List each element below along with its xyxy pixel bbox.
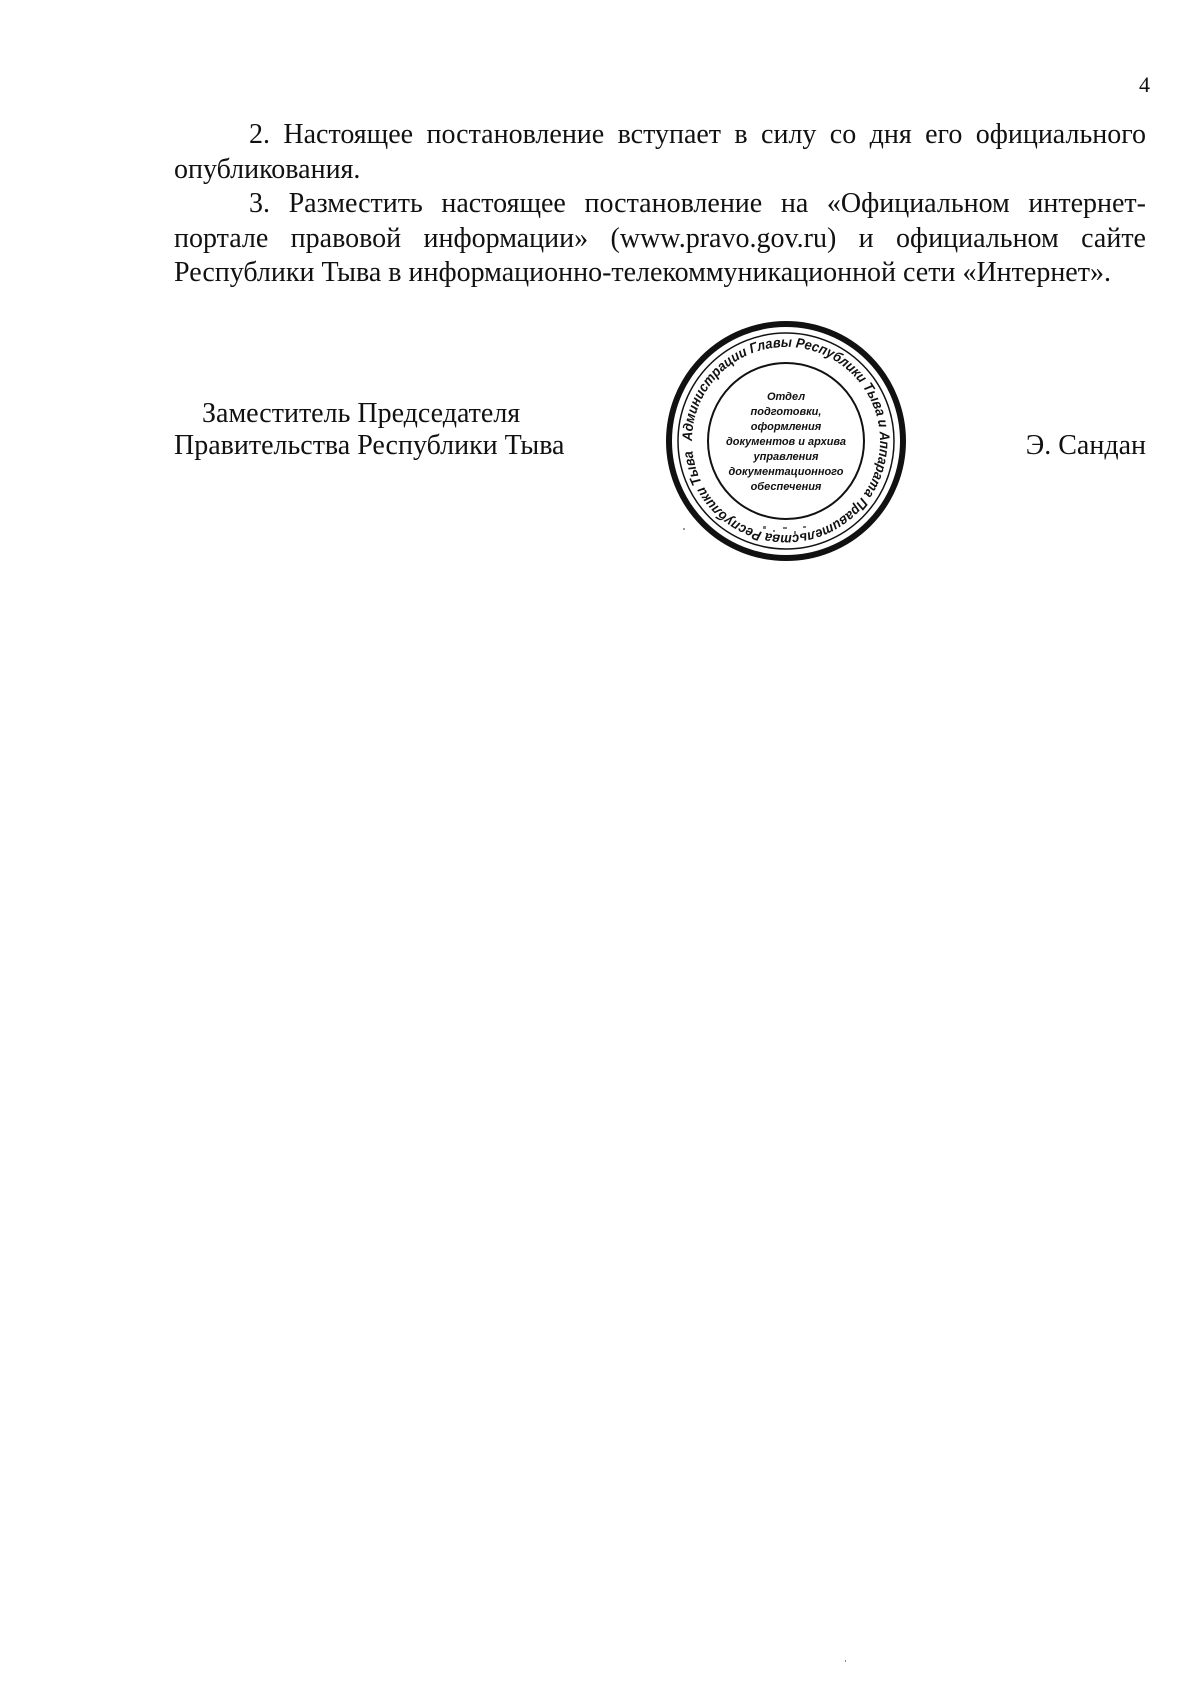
paragraph-publication: 3. Разместить настоящее постановление на «Официальном интернет-портале правовой информации» (www.pravo.gov.ru) и официальном сайте Республики Тыва в информационно-телекоммуникационной сети «Интернет». (174, 188, 1146, 288)
signer-title-line-2: Правительства Республики Тыва (174, 430, 565, 461)
signer-name: Э. Сандан (1025, 430, 1146, 461)
paragraph-effective-date: 2. Настоящее постановление вступает в силу со дня его официального опубликования. (174, 119, 1146, 185)
seal-center-line: подготовки, (750, 406, 822, 418)
signer-title-line-1: Заместитель Председателя (202, 398, 521, 429)
seal-graphic (663, 318, 909, 564)
body-text (174, 118, 1146, 291)
scan-speck (845, 1660, 846, 1662)
seal-center-line: Отдел (766, 391, 806, 403)
seal-center-line: обеспечения (750, 481, 822, 493)
seal-center-line: документационного (728, 466, 844, 478)
seal-center-line: документов и архива (725, 436, 847, 448)
seal-ring-text-path: Администрации Главы Республики Тыва и Аппарата Правительства Республики Тыва (678, 333, 894, 549)
official-seal-stamp (663, 318, 909, 564)
page-number: 4 (1139, 72, 1150, 97)
signer-title (174, 398, 564, 462)
scan-speck (683, 528, 685, 530)
seal-center-line: управления (753, 451, 819, 463)
seal-center-line: оформления (750, 421, 822, 433)
seal-center-text (726, 391, 846, 493)
